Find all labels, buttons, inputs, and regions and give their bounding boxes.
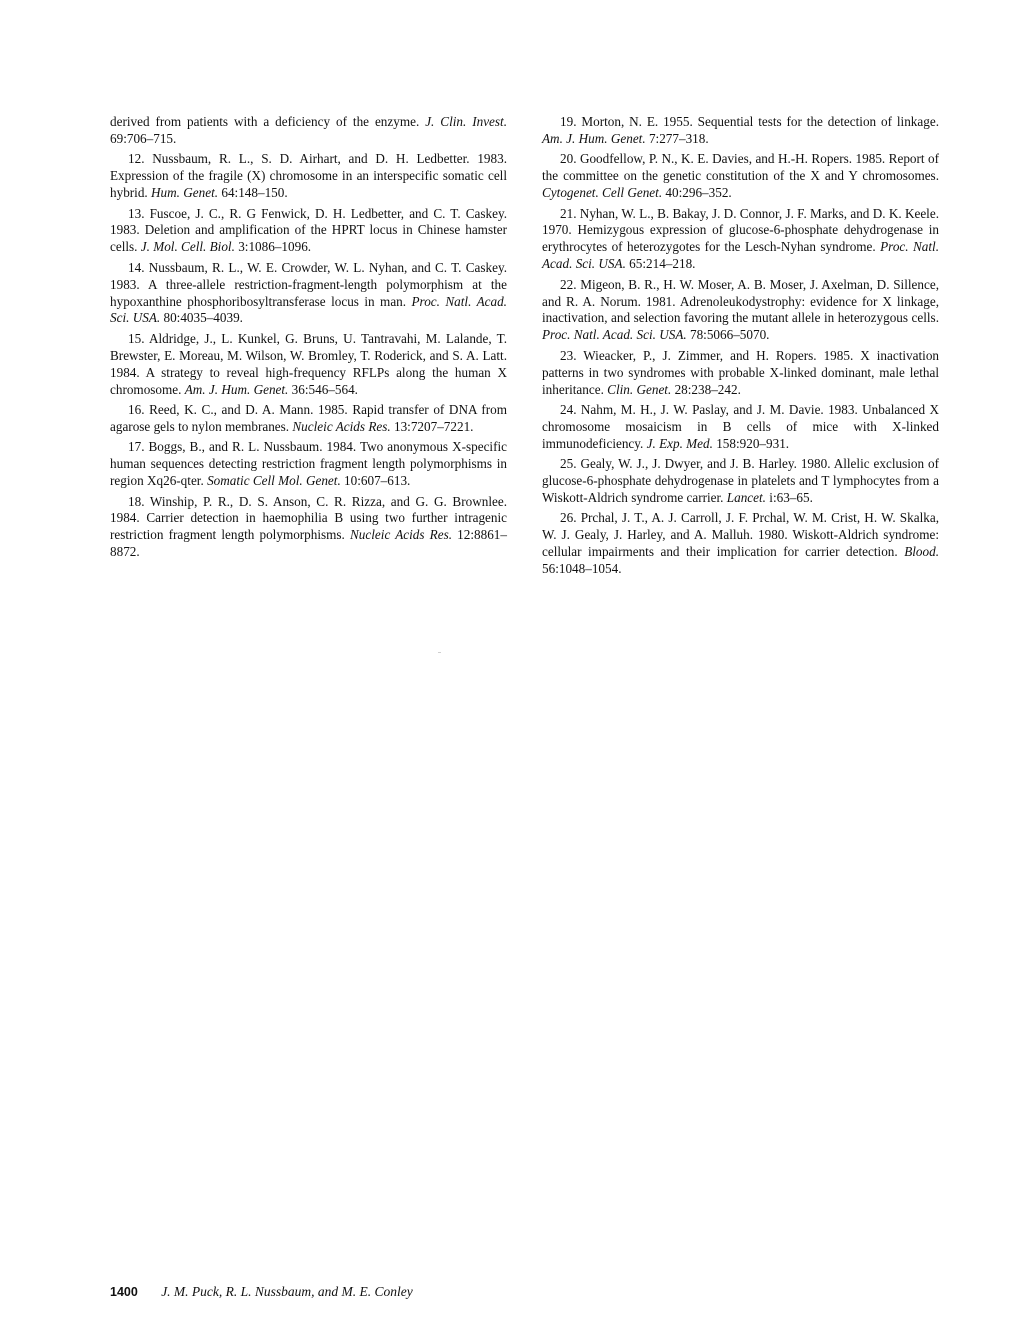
reference-entry (542, 348, 939, 399)
reference-number: 19. (560, 114, 577, 129)
reference-text: Reed, K. C., and D. A. Mann. 1985. Rapid transfer of DNA from agarose gels to nylon membranes. (110, 402, 508, 434)
reference-text: Nussbaum, R. L., W. E. Crowder, W. L. Nyhan, and C. T. Caskey. 1983. A three-allele restriction-fragment-length polymorphism at the hypoxanthine phosphoribosyltransferase locus in man. (110, 259, 507, 309)
reference-journal: Lancet. (726, 490, 766, 506)
reference-entry (542, 151, 939, 202)
reference-journal: Cytogenet. Cell Genet. (542, 185, 663, 201)
reference-journal: Nucleic Acids Res. (292, 418, 391, 434)
reference-number: 16. (128, 402, 145, 417)
reference-text: Aldridge, J., L. Kunkel, G. Bruns, U. Tantravahi, M. Lalande, T. Brewster, E. Moreau, M. Wilson, W. Bromley, T. Roderick, and S. A. Latt. 1984. A strategy to reveal high-frequency RFLPs along the human X chromosome. (110, 330, 507, 397)
reference-entry (542, 277, 939, 345)
reference-entry (110, 114, 507, 148)
reference-text: Goodfellow, P. N., K. E. Davies, and H.-H. Ropers. 1985. Report of the committee on the genetic constitution of the X and Y chromosomes. (542, 151, 939, 184)
reference-number: 26. (560, 510, 577, 526)
reference-number: 24. (560, 402, 577, 417)
reference-text: derived from patients with a deficiency of the enzyme. (110, 114, 420, 129)
page-footer (110, 1284, 413, 1300)
reference-volume-pages: 65:214–218. (629, 256, 696, 272)
reference-volume-pages: 69:706–715. (110, 130, 177, 146)
reference-number: 15. (128, 330, 145, 346)
reference-volume-pages: i:63–65. (769, 490, 813, 506)
reference-entry (542, 206, 939, 274)
reference-list-left-column (110, 114, 507, 565)
reference-number: 21. (560, 205, 577, 221)
reference-entry (110, 402, 507, 436)
reference-volume-pages: 40:296–352. (665, 185, 732, 201)
reference-text: Winship, P. R., D. S. Anson, C. R. Rizza, and G. G. Brownlee. 1984. Carrier detection in haemophilia B using two further intragenic restriction fragment length polymorphisms. (110, 493, 507, 543)
reference-text: Nahm, M. H., J. W. Paslay, and J. M. Davie. 1983. Unbalanced X chromosome mosaicism in B cells of mice with X-linked immunodeficiency. (542, 402, 939, 451)
reference-number: 12. (128, 151, 145, 167)
reference-number: 22. (560, 276, 577, 292)
page-number: 1400 (110, 1285, 138, 1299)
reference-entry (542, 456, 939, 507)
reference-volume-pages: 12:8861–8872. (110, 527, 507, 560)
reference-number: 23. (560, 347, 577, 363)
reference-text: Fuscoe, J. C., R. G Fenwick, D. H. Ledbetter, and C. T. Caskey. 1983. Deletion and amplification of the HPRT locus in Chinese hamster cells. (110, 205, 508, 255)
reference-number: 20. (560, 151, 577, 167)
reference-journal: Nucleic Acids Res. (350, 527, 453, 543)
reference-entry (110, 151, 507, 202)
reference-volume-pages: 78:5066–5070. (689, 327, 770, 343)
reference-journal: Am. J. Hum. Genet. (542, 130, 646, 146)
reference-number: 13. (128, 205, 145, 221)
reference-journal: J. Exp. Med. (646, 435, 713, 451)
reference-journal: J. Mol. Cell. Biol. (140, 239, 235, 255)
reference-entry (110, 260, 507, 328)
reference-volume-pages: 80:4035–4039. (163, 310, 243, 326)
reference-volume-pages: 7:277–318. (648, 130, 709, 146)
reference-journal: Proc. Natl. Acad. Sci. USA. (542, 327, 687, 343)
reference-volume-pages: 158:920–931. (716, 435, 790, 451)
reference-entry (110, 439, 507, 490)
reference-volume-pages: 56:1048–1054. (542, 561, 622, 577)
reference-journal: Hum. Genet. (151, 185, 219, 201)
reference-entry (542, 510, 939, 578)
reference-text: Migeon, B. R., H. W. Moser, A. B. Moser, J. Axelman, D. Sillence, and R. A. Norum. 1981. Adrenoleukodystrophy: evidence for X linkage, inactivation, and selection favoring the mutant allele in heterozygous cells. (542, 276, 939, 326)
reference-volume-pages: 10:607–613. (344, 473, 411, 489)
reference-entry (542, 114, 939, 148)
reference-journal: J. Clin. Invest. (425, 114, 507, 129)
reference-journal: Blood. (904, 544, 940, 560)
reference-number: 14. (128, 259, 145, 275)
scan-speck (438, 652, 441, 653)
reference-text: Prchal, J. T., A. J. Carroll, J. F. Prchal, W. M. Crist, H. W. Skalka, W. J. Gealy, J. Harley, and A. Malluh. 1980. Wiskott-Aldrich syndrome: cellular impairments and their implication for carrier detection. (542, 510, 940, 560)
reference-number: 25. (560, 456, 577, 472)
reference-text: Gealy, W. J., J. Dwyer, and J. B. Harley. 1980. Allelic exclusion of glucose-6-phosphate dehydrogenase in platelets and T lymphocytes from a Wiskott-Aldrich syndrome carrier. (542, 456, 939, 506)
reference-journal: Am. J. Hum. Genet. (184, 381, 289, 397)
running-head-authors: J. M. Puck, R. L. Nussbaum, and M. E. Conley (161, 1284, 413, 1299)
reference-text: Boggs, B., and R. L. Nussbaum. 1984. Two anonymous X-specific human sequences detecting restriction fragment length polymorphisms in region Xq26-qter. (110, 439, 507, 489)
reference-volume-pages: 3:1086–1096. (238, 239, 312, 255)
reference-journal: Proc. Natl. Acad. Sci. USA. (542, 239, 939, 272)
reference-text: Nussbaum, R. L., S. D. Airhart, and D. H. Ledbetter. 1983. Expression of the fragile (X) chromosome in an interspecific somatic cell hybrid. (110, 151, 507, 201)
reference-volume-pages: 36:546–564. (291, 381, 358, 397)
reference-text: Wieacker, P., J. Zimmer, and H. Ropers. 1985. X inactivation patterns in two syndromes with probable X-linked dominant, male lethal inheritance. (542, 347, 940, 397)
reference-text: Morton, N. E. 1955. Sequential tests for the detection of linkage. (581, 114, 940, 129)
reference-entry (110, 331, 507, 399)
reference-list-right-column (542, 114, 939, 582)
reference-volume-pages: 13:7207–7221. (393, 418, 474, 434)
reference-entry (110, 494, 507, 562)
reference-entry (110, 206, 507, 257)
reference-journal: Somatic Cell Mol. Genet. (207, 473, 341, 489)
reference-number: 18. (128, 493, 145, 509)
reference-journal: Proc. Natl. Acad. Sci. USA. (110, 293, 507, 326)
reference-volume-pages: 64:148–150. (221, 185, 288, 201)
reference-number: 17. (128, 439, 145, 455)
reference-volume-pages: 28:238–242. (674, 381, 741, 397)
reference-text: Nyhan, W. L., B. Bakay, J. D. Connor, J. F. Marks, and D. K. Keele. 1970. Hemizygous expression of glucose-6-phosphate dehydrogenase in erythrocytes of heterozygotes for the Lesch-Nyhan syndrome. (542, 205, 939, 255)
reference-journal: Clin. Genet. (607, 381, 672, 397)
reference-entry (542, 402, 939, 453)
